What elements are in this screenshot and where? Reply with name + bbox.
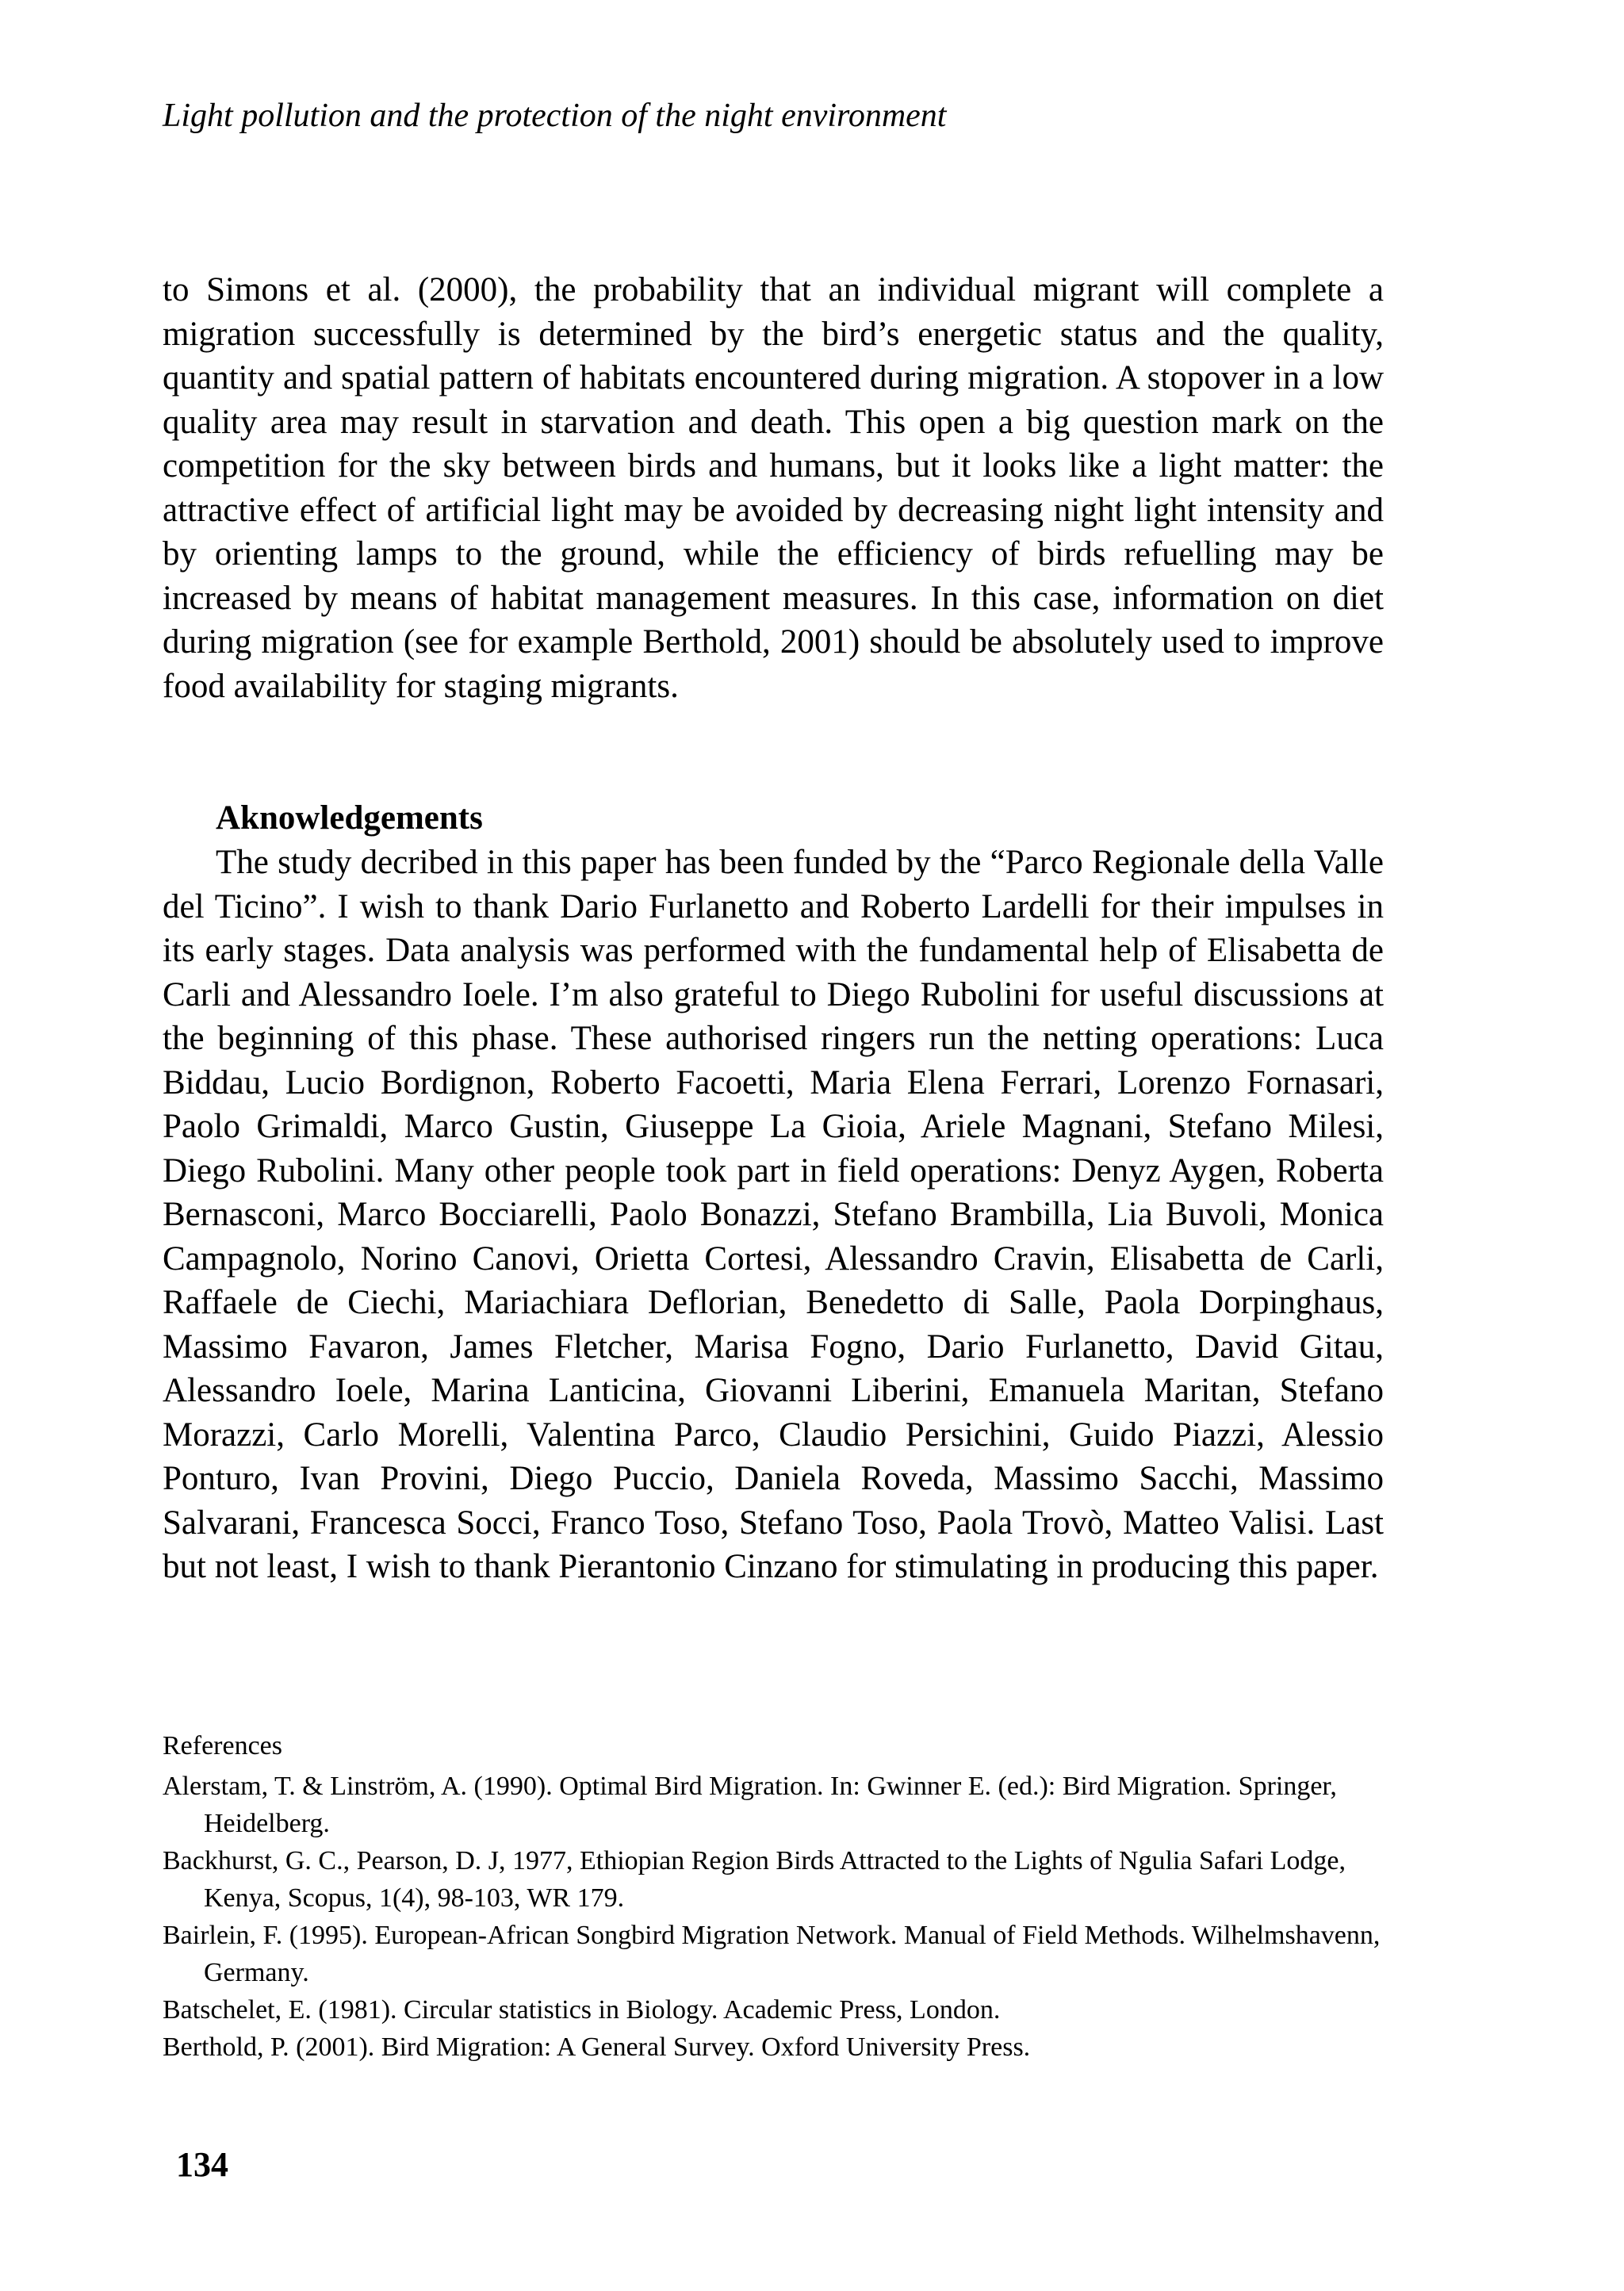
acknowledgements-paragraph: The study decribed in this paper has been funded by the “Parco Regionale della Valle del Ticino”. I wish to thank Dario Furlanetto and Roberto Lardelli for their impulses in its early stages. Data analysis was performed with the fundamental help of Elisabetta de Carli and Alessandro Ioele. I’m also grateful to Diego Rubolini for useful discussions at the beginning of this phase. These authorised ringers run the netting operations: Luca Biddau, Lucio Bordignon, Roberto Facoetti, Maria Elena Ferrari, Lorenzo Fornasari, Paolo Grimaldi, Marco Gustin, Giuseppe La Gioia, Ariele Magnani, Stefano Milesi, Diego Rubolini. Many other people took part in field operations: Denyz Aygen, Roberta Bernasconi, Marco Bocciarelli, Paolo Bonazzi, Stefano Brambilla, Lia Buvoli, Monica Campagnolo, Norino Canovi, Orietta Cortesi, Alessandro Cravin, Elisabetta de Carli, Raffaele de Ciechi, Mariachiara Deflorian, Benedetto di Salle, Paola Dorpinghaus, Massimo Favaron, James Fletcher, Marisa Fogno, Dario Furlanetto, David Gitau, Alessandro Ioele, Marina Lanticina, Giovanni Liberini, Emanuela Maritan, Stefano Morazzi, Carlo Morelli, Valentina Parco, Claudio Persichini, Guido Piazzi, Alessio Ponturo, Ivan Provini, Diego Puccio, Daniela Roveda, Massimo Sacchi, Massimo Salvarani, Francesca Socci, Franco Toso, Stefano Toso, Paola Trovò, Matteo Valisi. Last but not least, I wish to thank Pierantonio Cinzano for stimulating in producing this paper. xyxy=(163,844,1384,1585)
references-section xyxy=(163,1727,1400,2066)
reference-item: Batschelet, E. (1981). Circular statistics in Biology. Academic Press, London. xyxy=(163,1995,1001,2025)
intro-paragraph: to Simons et al. (2000), the probability that an individual migrant will complete a migration successfully is determined by the bird’s energetic status and the quality, quantity and spatial pattern of habitats encountered during migration. A stopover in a low quality area may result in starvation and death. This open a big question mark on the competition for the sky between birds and humans, but it looks like a light matter: the attractive effect of artificial light may be avoided by decreasing night light intensity and by orienting lamps to the ground, while the efficiency of birds refuelling may be increased by means of habitat management measures. In this case, information on diet during migration (see for example Berthold, 2001) should be absolutely used to improve food availability for staging migrants. xyxy=(163,271,1384,705)
reference-item: Bairlein, F. (1995). European-African Songbird Migration Network. Manual of Field Methods. Wilhelmshavenn, Germany. xyxy=(163,1921,1381,1987)
reference-item: Berthold, P. (2001). Bird Migration: A General Survey. Oxford University Press. xyxy=(163,2032,1031,2062)
references-list xyxy=(163,1768,1400,2066)
references-heading: References xyxy=(163,1731,283,1760)
reference-item: Backhurst, G. C., Pearson, D. J, 1977, Ethiopian Region Birds Attracted to the Lights of Ngulia Safari Lodge, Kenya, Scopus, 1(4), 98-103, WR 179. xyxy=(163,1846,1346,1913)
running-title: Light pollution and the protection of the night environment xyxy=(163,98,947,134)
page-number: 134 xyxy=(176,2145,228,2184)
body-section-intro xyxy=(163,268,1384,708)
reference-item: Alerstam, T. & Linström, A. (1990). Optimal Bird Migration. In: Gwinner E. (ed.): Bird Migration. Springer, Heidelberg. xyxy=(163,1772,1337,1838)
acknowledgements-heading: Aknowledgements xyxy=(216,799,483,837)
body-section-acknowledgements xyxy=(163,841,1384,1589)
